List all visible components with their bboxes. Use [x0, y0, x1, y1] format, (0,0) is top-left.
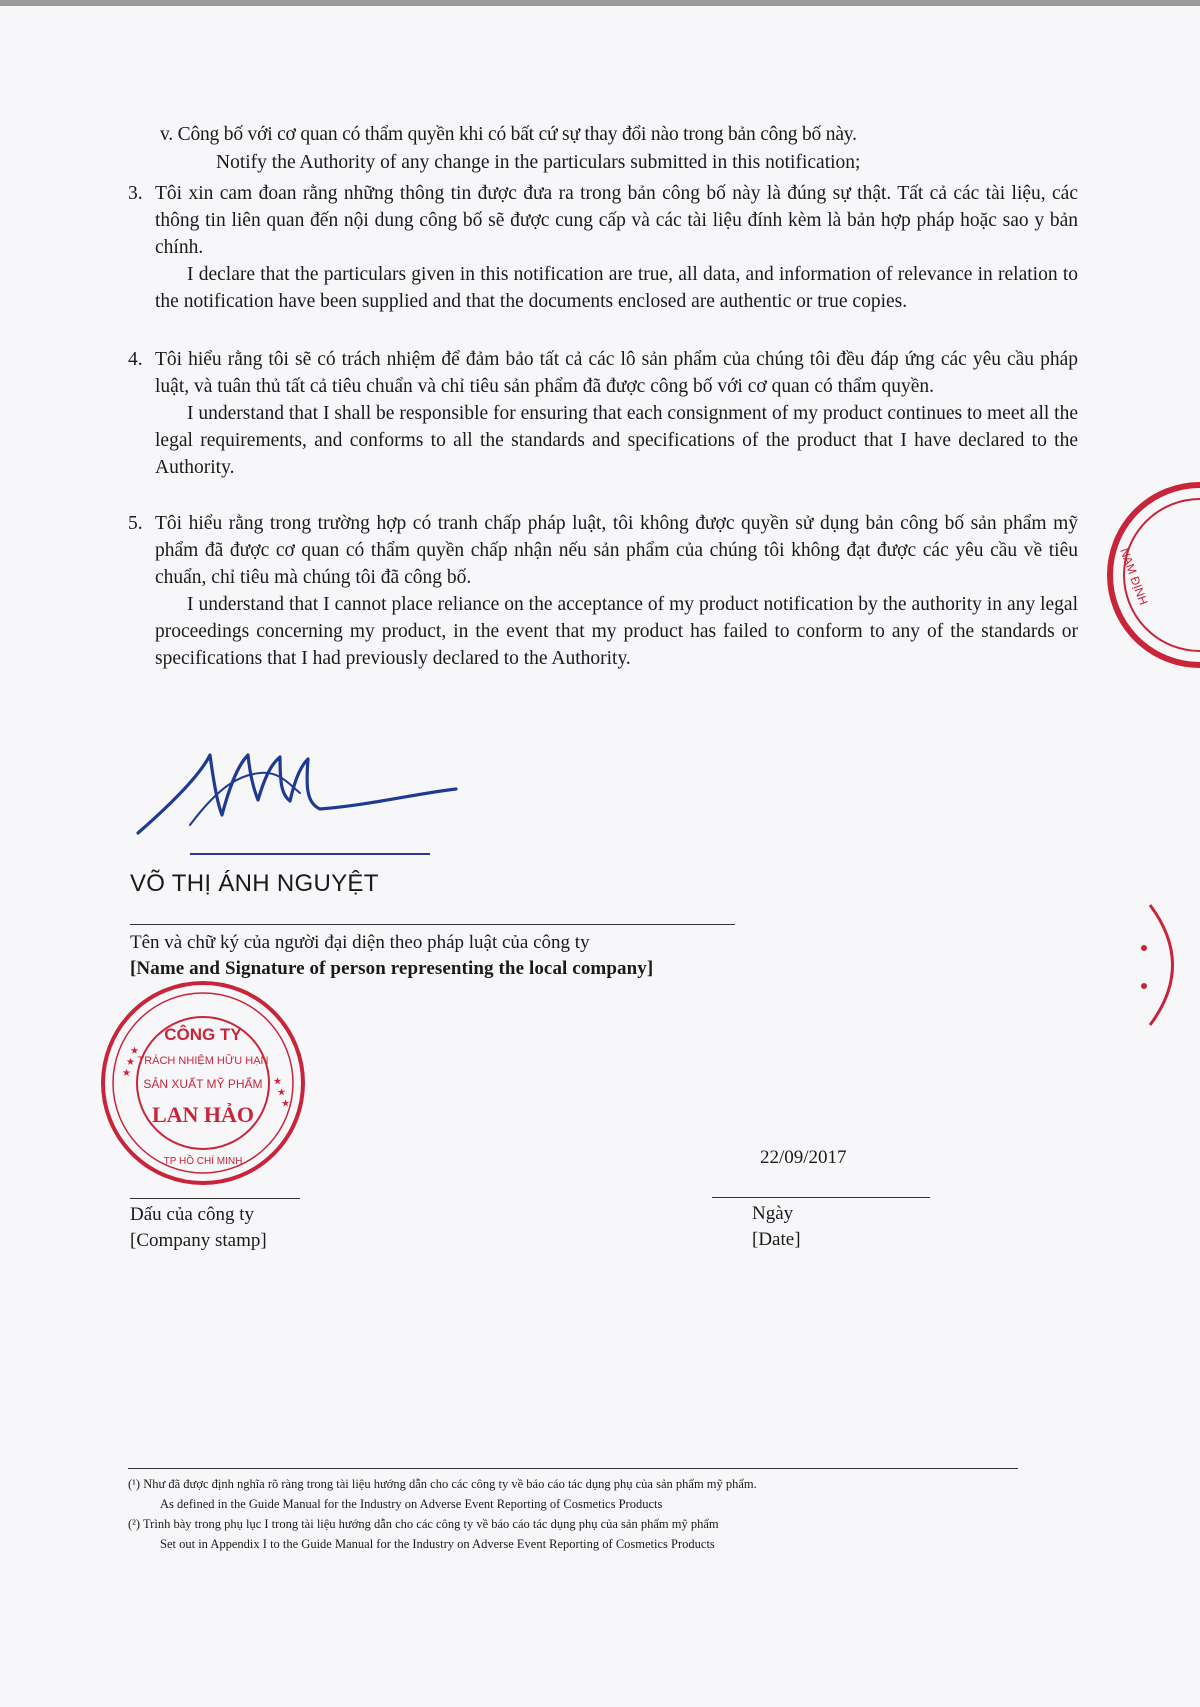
footnote-1-mark: (¹) — [128, 1477, 141, 1491]
item-3-vn: Tôi xin cam đoan rằng những thông tin được đưa ra trong bản công bố này là đúng sự thật. Tất cả các tài liệu, các thông tin liên quan đến nội dung công bố sẽ được cung cấp và các tài liệu đính kèm là bản hợp pháp hoặc sao y bản chính. — [155, 183, 1078, 258]
signatory-name: VÕ THỊ ÁNH NGUYỆT — [130, 870, 379, 897]
item-4 — [128, 346, 1078, 481]
footnote-1 — [128, 1474, 1048, 1494]
item-3-number: 3. — [128, 183, 143, 204]
date-label-vn: Ngày — [752, 1203, 794, 1224]
handwritten-signature — [130, 745, 460, 845]
signatory-caption-vn: Tên và chữ ký của người đại diện theo pháp luật của công ty — [130, 932, 590, 953]
footnote-2-en: Set out in Appendix I to the Guide Manual for the Industry on Adverse Event Reporting of Cosmetics Products — [160, 1537, 715, 1551]
item-5-en: I understand that I cannot place reliance on the acceptance of my product notification by the authority in any legal proceedings concerning my product, in the event that my product has failed to conform to any of the standards or specifications that I had previously declared to the Authority. — [155, 594, 1078, 669]
date-line — [712, 1197, 930, 1198]
item-5 — [128, 510, 1078, 672]
footnote-2 — [128, 1514, 1048, 1534]
footnotes — [128, 1474, 1048, 1554]
seal-line-2: TRÁCH NHIỆM HỮU HẠN — [137, 1055, 269, 1067]
signature-line — [130, 924, 735, 925]
footnote-1-vn: Như đã được định nghĩa rõ ràng trong tài liệu hướng dẫn cho các công ty về báo cáo tác dụng phụ của sản phẩm mỹ phẩm. — [143, 1477, 757, 1491]
item-5-number: 5. — [128, 513, 143, 534]
partial-seal-right-bottom — [1130, 900, 1200, 1030]
svg-text:★ ★ ★: ★ ★ ★ — [270, 1075, 292, 1110]
item-3-en: I declare that the particulars given in this notification are true, all data, and information of relevance in relation to the notification have been supplied and that the documents enclosed are authentic or true copies. — [155, 264, 1078, 312]
signature-underline — [190, 853, 430, 855]
item-v-vn: v. Công bố với cơ quan có thẩm quyền khi có bất cứ sự thay đổi nào trong bản công bố này. — [160, 124, 857, 145]
svg-text:★ ★ ★: ★ ★ ★ — [120, 1044, 142, 1080]
signatory-caption-en: [Name and Signature of person representing the local company] — [130, 958, 654, 979]
item-4-number: 4. — [128, 349, 143, 370]
company-seal — [98, 978, 308, 1188]
footnote-2-vn: Trình bày trong phụ lục I trong tài liệu hướng dẫn cho các công ty về báo cáo tác dụng phụ của sản phẩm mỹ phẩm — [142, 1517, 719, 1531]
footnote-1-en: As defined in the Guide Manual for the Industry on Adverse Event Reporting of Cosmetics Products — [160, 1497, 663, 1511]
footnote-2-mark: (²) — [128, 1517, 141, 1531]
seal-line-1: CÔNG TY — [164, 1025, 242, 1044]
date-value: 22/09/2017 — [760, 1147, 847, 1168]
item-4-en: I understand that I shall be responsible for ensuring that each consignment of my product continues to meet all the legal requirements, and conforms to all the standards and specifications of the product that I have declared to the Authority. — [155, 403, 1078, 478]
seal-line-4: LAN HẢO — [151, 1102, 255, 1127]
svg-text:NAM ĐỊNH: NAM ĐỊNH — [1117, 546, 1151, 607]
stamp-line — [130, 1198, 300, 1199]
company-stamp-label-vn: Dấu của công ty — [130, 1204, 254, 1225]
scan-top-edge — [0, 0, 1200, 6]
item-4-vn: Tôi hiểu rằng tôi sẽ có trách nhiệm để đảm bảo tất cả các lô sản phẩm của chúng tôi đều đáp ứng các yêu cầu pháp luật, và tuân thủ tất cả tiêu chuẩn và chỉ tiêu sản phẩm đã được công bố với cơ quan có thẩm quyền. — [155, 349, 1078, 397]
item-3 — [128, 180, 1078, 315]
seal-line-3: SẢN XUẤT MỸ PHẨM — [143, 1077, 263, 1091]
company-stamp-label-en: [Company stamp] — [130, 1230, 267, 1251]
item-5-vn: Tôi hiểu rằng trong trường hợp có tranh chấp pháp luật, tôi không được quyền sử dụng bản công bố sản phẩm mỹ phẩm đã được cơ quan có thẩm quyền chấp nhận nếu sản phẩm của chúng tôi không đạt được các yêu cầu về tiêu chuẩn, chỉ tiêu mà chúng tôi đã công bố. — [155, 513, 1078, 588]
footnote-separator — [128, 1468, 1018, 1469]
date-label-en: [Date] — [752, 1229, 801, 1250]
item-v-en: Notify the Authority of any change in the particulars submitted in this notification; — [216, 152, 861, 173]
seal-ring-text: TP HỒ CHÍ MINH — [163, 1156, 243, 1167]
partial-seal-right-top — [1090, 480, 1200, 670]
